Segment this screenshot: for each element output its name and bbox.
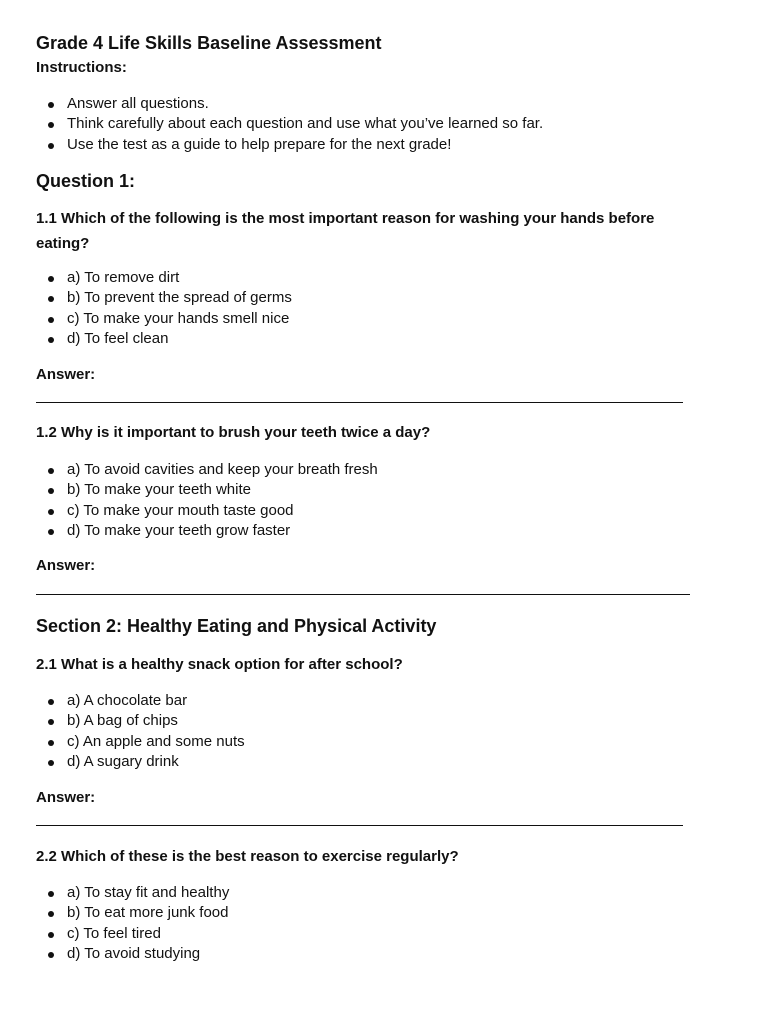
question-1-2-options bbox=[36, 460, 378, 542]
list-item: a) To remove dirt bbox=[36, 268, 292, 288]
list-item: b) To make your teeth white bbox=[36, 480, 378, 500]
list-item: Answer all questions. bbox=[36, 94, 543, 114]
question-2-2: 2.2 Which of these is the best reason to exercise regularly? bbox=[36, 848, 459, 865]
question-2-2-options bbox=[36, 883, 229, 965]
list-item: c) To make your mouth taste good bbox=[36, 501, 378, 521]
question-2-1: 2.1 What is a healthy snack option for after school? bbox=[36, 656, 403, 673]
list-item: b) To eat more junk food bbox=[36, 903, 229, 923]
instructions-list bbox=[36, 94, 543, 155]
list-item: d) To avoid studying bbox=[36, 944, 229, 964]
list-item: Use the test as a guide to help prepare for the next grade! bbox=[36, 135, 543, 155]
answer-line[interactable] bbox=[36, 825, 683, 826]
list-item: d) A sugary drink bbox=[36, 752, 245, 772]
answer-line[interactable] bbox=[36, 402, 683, 403]
list-item: d) To make your teeth grow faster bbox=[36, 521, 378, 541]
document-title: Grade 4 Life Skills Baseline Assessment bbox=[36, 33, 382, 53]
question-1-1: 1.1 Which of the following is the most important reason for washing your hands before eating? bbox=[36, 210, 655, 252]
question-1-1-options bbox=[36, 268, 292, 350]
list-item: b) A bag of chips bbox=[36, 711, 245, 731]
answer-label: Answer: bbox=[36, 789, 96, 806]
list-item: c) To feel tired bbox=[36, 924, 229, 944]
list-item: Think carefully about each question and use what you’ve learned so far. bbox=[36, 114, 543, 134]
answer-label: Answer: bbox=[36, 366, 96, 383]
answer-label: Answer: bbox=[36, 557, 96, 574]
question-1-2: 1.2 Why is it important to brush your teeth twice a day? bbox=[36, 424, 431, 441]
section-heading-2: Section 2: Healthy Eating and Physical Activity bbox=[36, 616, 437, 636]
answer-line[interactable] bbox=[36, 594, 690, 595]
list-item: b) To prevent the spread of germs bbox=[36, 288, 292, 308]
list-item: a) To stay fit and healthy bbox=[36, 883, 229, 903]
section-heading-question-1: Question 1: bbox=[36, 171, 136, 191]
list-item: a) A chocolate bar bbox=[36, 691, 245, 711]
list-item: d) To feel clean bbox=[36, 329, 292, 349]
list-item: c) An apple and some nuts bbox=[36, 732, 245, 752]
instructions-label: Instructions: bbox=[36, 59, 127, 76]
list-item: c) To make your hands smell nice bbox=[36, 309, 292, 329]
list-item: a) To avoid cavities and keep your breath fresh bbox=[36, 460, 378, 480]
question-2-1-options bbox=[36, 691, 245, 773]
